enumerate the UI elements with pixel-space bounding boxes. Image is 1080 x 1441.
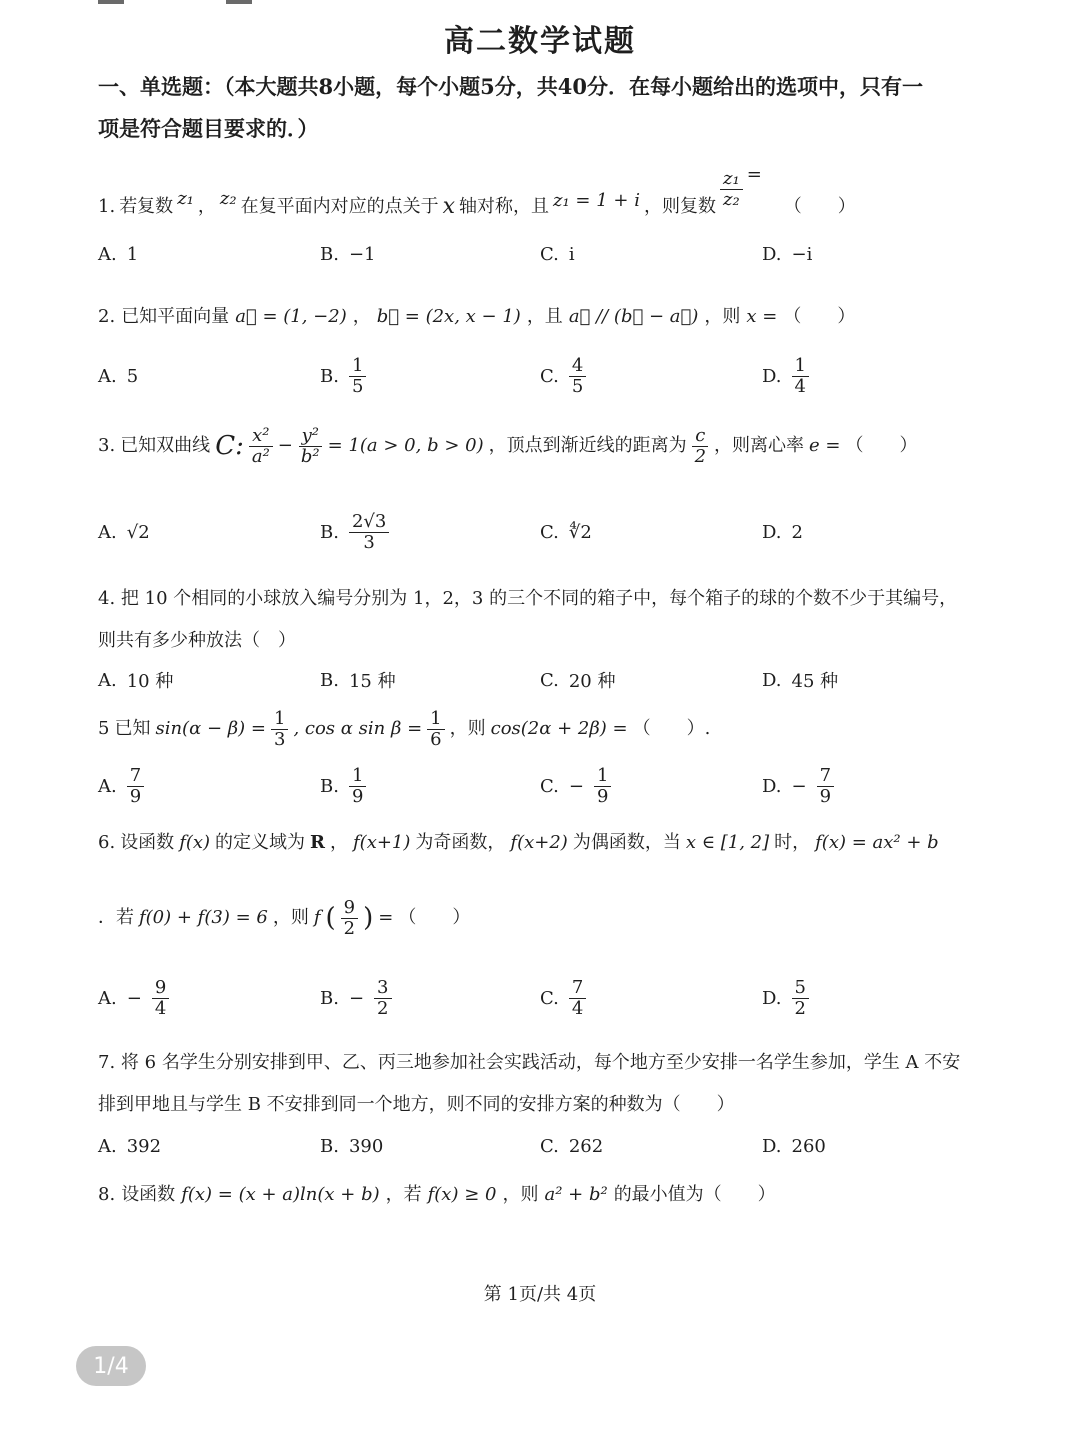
option-c[interactable]: C. i: [540, 243, 575, 265]
option-a[interactable]: A. 1: [98, 243, 139, 265]
option-d[interactable]: D. $\frac{5}{2}$: [762, 970, 809, 1026]
question-8: 8. 设函数 f(x) = (x + a)ln(x + b) ，若 f(x) ≥ 0 ，则 a² + b² 的最小值为（ ）: [98, 1180, 988, 1210]
option-b[interactable]: B. − $\frac{3}{2}$: [320, 970, 392, 1026]
section-header-line2: 项是符合题目要求的．）: [98, 116, 319, 141]
option-a[interactable]: A. 392: [98, 1135, 162, 1157]
option-b[interactable]: B. −1: [320, 243, 376, 265]
question-number: 6.: [98, 832, 116, 853]
question-3: 3. 已知双曲线 C: $\frac{\text{x²}}{\text{a²}}$ − $\frac{\text{y²}}{\text{b²}}$ = 1(a > 0, b > 0) ，顶点到渐近线的距离为 $\frac{c}{2}$ ，则离心率 e = （ ）: [98, 424, 918, 467]
option-b[interactable]: B. $\frac{1}{9}$: [320, 758, 366, 814]
question-6-options: [98, 970, 988, 1026]
question-number: 2.: [98, 306, 116, 327]
option-d[interactable]: D. 45 种: [762, 669, 839, 692]
option-c[interactable]: C. $\frac{7}{4}$: [540, 970, 586, 1026]
question-number: 8.: [98, 1184, 116, 1205]
question-6: 6. 设函数 f(x) 的定义域为 R ， f(x+1) 为奇函数， f(x+2) 为偶函数，当 x ∈ [1, 2] 时， f(x) = ax² + b ．若 f(0) + f(3) = 6 ，则 f ( $\frac{9}{2}$ ) = （ ）: [98, 826, 988, 946]
option-a[interactable]: A. 10 种: [98, 669, 174, 692]
option-d[interactable]: D. $\frac{1}{4}$: [762, 348, 809, 404]
option-b[interactable]: B. 390: [320, 1135, 384, 1157]
top-edge-mark: [98, 0, 124, 4]
page-footer: 第 1页/共 4页: [483, 1284, 597, 1305]
question-2-options: [98, 348, 988, 404]
question-5-options: [98, 758, 988, 814]
option-c[interactable]: C. 262: [540, 1135, 604, 1157]
question-7: 7. 将 6 名学生分别安排到甲、乙、丙三地参加社会实践活动，每个地方至少安排一名学生参加，学生 A 不安 排到甲地且与学生 B 不安排到同一个地方，则不同的安排方案的种数为（ ）: [98, 1052, 961, 1115]
option-d[interactable]: D. 2: [762, 521, 803, 543]
option-c[interactable]: C. 20 种: [540, 669, 616, 692]
question-2: 2. 已知平面向量 a⃗ = (1, −2) ， b⃗ = (2x, x − 1) ，且 a⃗ // (b⃗ − a⃗) ，则 x = （ ）: [98, 302, 988, 332]
question-7-options: [98, 1118, 988, 1174]
option-c[interactable]: C. − $\frac{1}{9}$: [540, 758, 611, 814]
question-number: 7.: [98, 1052, 116, 1073]
fraction: $\frac{\text{z₁}}{\text{z₂}}$: [720, 169, 743, 210]
question-1: 1. 若复数 z₁ ， z₂ 在复平面内对应的点关于 x 轴对称，且 z₁ = 1 + i ，则复数 $\frac{\text{z₁}}{\text{z₂}}$ = （ ）: [98, 164, 988, 224]
question-3-options: [98, 504, 988, 560]
page-title: 高二数学试题: [444, 24, 636, 59]
section-header: [98, 66, 988, 150]
option-a[interactable]: A. 5: [98, 365, 139, 387]
top-edge-mark: [226, 0, 252, 4]
option-d[interactable]: D. 260: [762, 1135, 826, 1157]
question-number: 1.: [98, 196, 116, 217]
page-indicator[interactable]: 1/4: [76, 1346, 146, 1386]
option-c[interactable]: C. ∜2: [540, 521, 592, 543]
section-header-line1: 一、单选题：（本大题共8小题，每个小题5分，共40分．在每小题给出的选项中，只有一: [98, 74, 923, 99]
option-a[interactable]: A. √2: [98, 521, 150, 543]
question-4: 4. 把 10 个相同的小球放入编号分别为 1，2，3 的三个不同的箱子中，每个箱子的球的个数不少于其编号， 则共有多少种放法（ ）: [98, 588, 958, 651]
option-d[interactable]: D. − $\frac{7}{9}$: [762, 758, 834, 814]
option-b[interactable]: B. 15 种: [320, 669, 396, 692]
question-1-options: [98, 226, 988, 282]
option-b[interactable]: B. $\frac{1}{5}$: [320, 348, 366, 404]
option-d[interactable]: D. −i: [762, 243, 813, 265]
question-5: 5 已知 sin(α − β) = $\frac{1}{3}$ , cos α sin β = $\frac{1}{6}$ ，则 cos(2α + 2β) = （ ）.: [98, 707, 711, 750]
question-4-options: [98, 652, 988, 708]
question-number: 3.: [98, 435, 116, 456]
option-b[interactable]: B. $\frac{2√3}{3}$: [320, 504, 389, 560]
option-a[interactable]: A. − $\frac{9}{4}$: [98, 970, 169, 1026]
question-number: 5: [98, 718, 110, 739]
option-a[interactable]: A. $\frac{7}{9}$: [98, 758, 144, 814]
option-c[interactable]: C. $\frac{4}{5}$: [540, 348, 586, 404]
question-number: 4.: [98, 588, 116, 609]
